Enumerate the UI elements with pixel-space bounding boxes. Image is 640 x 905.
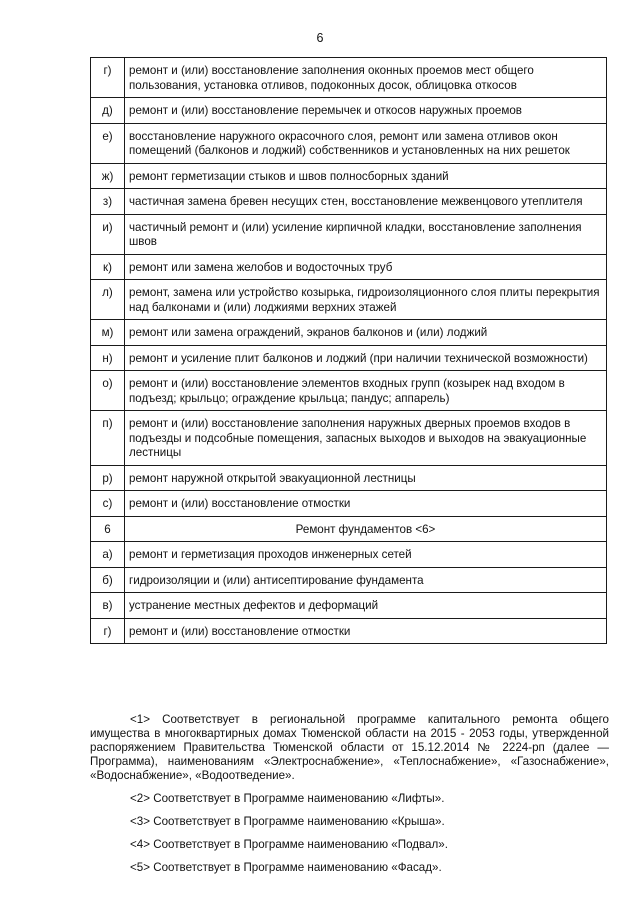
footnote-5: <5> Соответствует в Программе наименованию «Фасад». <box>130 861 442 874</box>
row-text: ремонт и усиление плит балконов и лоджий (при наличии технической возможности) <box>125 345 607 371</box>
page-number: 6 <box>316 31 324 45</box>
row-letter: б) <box>91 567 125 593</box>
table-row <box>91 189 607 215</box>
row-letter: а) <box>91 542 125 568</box>
table-row <box>91 163 607 189</box>
footnote-4: <4> Соответствует в Программе наименованию «Подвал». <box>130 838 448 851</box>
row-letter: н) <box>91 345 125 371</box>
row-text: частичный ремонт и (или) усиление кирпичной кладки, восстановление заполнения швов <box>125 214 607 254</box>
table-row <box>91 593 607 619</box>
row-text: ремонт и (или) восстановление заполнения наружных дверных проемов входов в подъезды и подсобные помещения, запасных выходов и выходов на эвакуационные лестницы <box>125 411 607 466</box>
row-text: гидроизоляции и (или) антисептирование фундамента <box>125 567 607 593</box>
row-text: ремонт и (или) восстановление элементов входных групп (козырек над входом в подъезд; крыльцо; ограждение крыльца; пандус; аппарель) <box>125 371 607 411</box>
section-title: Ремонт фундаментов <6> <box>125 516 607 542</box>
table-row <box>91 123 607 163</box>
table-row <box>91 371 607 411</box>
row-letter: м) <box>91 320 125 346</box>
section-header-row <box>91 516 607 542</box>
row-letter: ж) <box>91 163 125 189</box>
row-letter: г) <box>91 618 125 644</box>
table-row <box>91 214 607 254</box>
row-text: устранение местных дефектов и деформаций <box>125 593 607 619</box>
works-table <box>90 57 607 644</box>
row-letter: р) <box>91 465 125 491</box>
row-letter: к) <box>91 254 125 280</box>
table-row <box>91 280 607 320</box>
row-text: ремонт и (или) восстановление отмостки <box>125 618 607 644</box>
table-row <box>91 58 607 98</box>
table-row <box>91 254 607 280</box>
row-letter: д) <box>91 98 125 124</box>
row-letter: в) <box>91 593 125 619</box>
table-row <box>91 411 607 466</box>
row-text: частичная замена бревен несущих стен, восстановление межвенцового утеплителя <box>125 189 607 215</box>
row-letter: е) <box>91 123 125 163</box>
footnote-1: <1> Соответствует в региональной программе капитального ремонта общего имущества в многоквартирных домах Тюменской области на 2015 - 2053 годы, утвержденной распоряжением Правительства Тюменской области от 15.12.2014 № 2224-рп (далее — Программа), наименованиям «Электроснабжение», «Теплоснабжение», «Газоснабжение», «Водоснабжение», «Водоотведение». <box>90 713 609 782</box>
row-letter: з) <box>91 189 125 215</box>
table-row <box>91 345 607 371</box>
row-text: ремонт и (или) восстановление заполнения оконных проемов мест общего пользования, установка отливов, подоконных досок, облицовка откосов <box>125 58 607 98</box>
row-text: ремонт и герметизация проходов инженерных сетей <box>125 542 607 568</box>
row-letter: о) <box>91 371 125 411</box>
row-letter: с) <box>91 491 125 517</box>
footnote-3: <3> Соответствует в Программе наименованию «Крыша». <box>130 815 445 828</box>
row-text: ремонт или замена ограждений, экранов балконов и (или) лоджий <box>125 320 607 346</box>
footnotes <box>90 713 609 884</box>
row-letter: п) <box>91 411 125 466</box>
row-letter: г) <box>91 58 125 98</box>
table-row <box>91 618 607 644</box>
row-text: ремонт или замена желобов и водосточных труб <box>125 254 607 280</box>
row-letter: л) <box>91 280 125 320</box>
row-text: ремонт и (или) восстановление перемычек и откосов наружных проемов <box>125 98 607 124</box>
section-number: 6 <box>91 516 125 542</box>
table-row <box>91 542 607 568</box>
row-text: восстановление наружного окрасочного слоя, ремонт или замена отливов окон помещений (балконов и лоджий) собственников и установленных на них решеток <box>125 123 607 163</box>
table-row <box>91 491 607 517</box>
footnote-2: <2> Соответствует в Программе наименованию «Лифты». <box>130 792 445 805</box>
row-text: ремонт наружной открытой эвакуационной лестницы <box>125 465 607 491</box>
row-text: ремонт и (или) восстановление отмостки <box>125 491 607 517</box>
row-letter: и) <box>91 214 125 254</box>
row-text: ремонт, замена или устройство козырька, гидроизоляционного слоя плиты перекрытия над балконами и (или) лоджиями верхних этажей <box>125 280 607 320</box>
row-text: ремонт герметизации стыков и швов полносборных зданий <box>125 163 607 189</box>
table-row <box>91 98 607 124</box>
table-row <box>91 465 607 491</box>
table-row <box>91 567 607 593</box>
table-row <box>91 320 607 346</box>
